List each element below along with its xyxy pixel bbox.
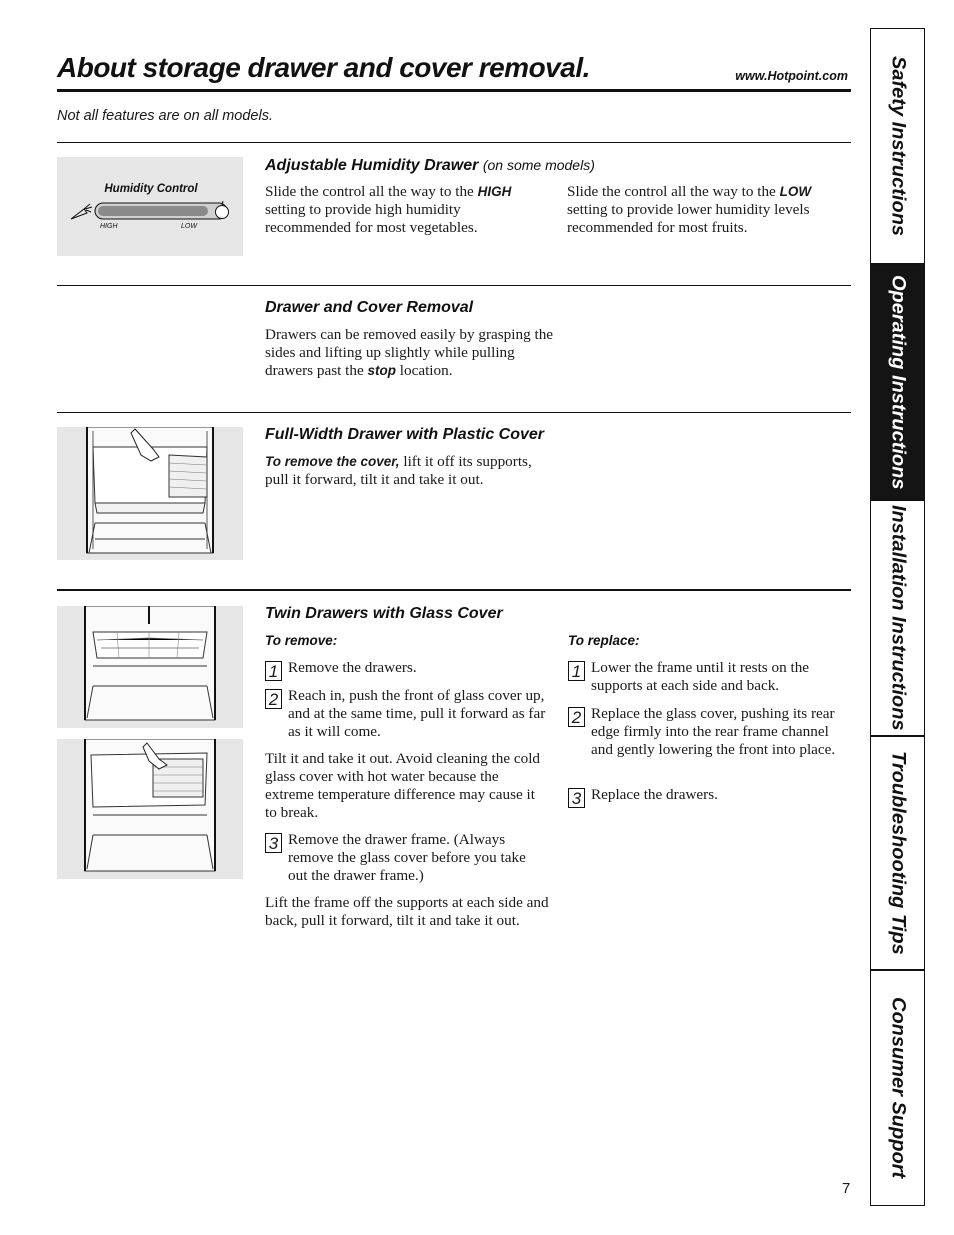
step-number: 3 [265,833,282,853]
remove-step-3-note: Lift the frame off the supports at each side and back, pull it forward, tilt it and take it out. [265,894,549,929]
low-label: LOW [181,223,197,230]
section-divider [57,412,851,413]
full-width-lead: To remove the cover, [265,454,400,469]
twin-drawer-illustration-1 [57,606,243,728]
removal-text: Drawers can be removed easily by grasping the sides and lifting up slightly while pulling drawers past the stop location. [265,326,554,379]
section-tabs [870,28,925,1206]
tab-troubleshooting-tips[interactable] [871,737,924,971]
humidity-slider-fill [98,206,208,216]
page-number: 7 [842,1180,851,1197]
humidity-heading-text: Adjustable Humidity Drawer [265,157,479,174]
high-keyword: HIGH [477,184,512,199]
full-width-drawer-illustration [57,427,243,560]
website-url[interactable]: www.Hotpoint.com [735,69,848,83]
humidity-heading [265,157,595,175]
humidity-low-text: Slide the control all the way to the LOW setting to provide lower humidity levels recommended for most fruits. [567,183,812,236]
step-number: 2 [568,707,585,727]
step-number: 2 [265,689,282,709]
twin-drawer-illustration-2 [57,739,243,879]
model-note: Not all features are on all models. [57,108,273,124]
twin-heading: Twin Drawers with Glass Cover [265,605,503,622]
step-number: 1 [568,661,585,681]
tab-operating-instructions[interactable] [871,265,924,501]
removal-heading: Drawer and Cover Removal [265,299,474,316]
remove-step-2: 2 Reach in, push the front of glass cover up, and at the same time, pull it forward as far as it will come. [265,687,547,741]
stop-keyword: stop [367,363,396,378]
to-replace-label: To replace: [568,633,640,648]
replace-step-1: 1 Lower the frame until it rests on the supports at each side and back. [568,659,850,695]
tab-label: Safety Instructions [887,55,909,237]
low-keyword: LOW [779,184,812,199]
tab-safety-instructions[interactable] [871,29,924,265]
carrot-icon [71,204,92,219]
tab-label: Troubleshooting Tips [887,751,909,955]
humidity-control-illustration [57,157,243,256]
remove-step-2-note: Tilt it and take it out. Avoid cleaning the cold glass cover with hot water because the extreme temperature difference may cause it to break. [265,750,541,821]
replace-step-2: 2 Replace the glass cover, pushing its rear edge firmly into the rear frame channel and gently lowering the front into place. [568,705,850,759]
page-title: About storage drawer and cover removal. [57,52,590,83]
humidity-high-text: Slide the control all the way to the HIGH setting to provide high humidity recommended for most vegetables. [265,183,512,236]
high-label: HIGH [100,223,118,230]
section-divider [57,589,851,591]
section-divider [57,285,851,286]
full-width-heading: Full-Width Drawer with Plastic Cover [265,426,545,443]
step-number: 3 [568,788,585,808]
section-divider [57,142,851,143]
humidity-control-title: Humidity Control [104,183,198,195]
tab-label: Consumer Support [887,997,909,1179]
humidity-heading-suffix: (on some models) [482,157,595,173]
to-remove-label: To remove: [265,633,338,648]
remove-step-3: 3 Remove the drawer frame. (Always remove the glass cover before you take out the drawer frame.) [265,831,547,885]
replace-step-3: 3 Replace the drawers. [568,786,850,804]
tab-label: Operating Instructions [887,274,909,490]
full-width-text: To remove the cover, lift it off its supports, pull it forward, tilt it and take it out. [265,453,532,488]
tab-consumer-support[interactable] [871,971,924,1205]
title-divider [57,89,851,92]
tab-label: Installation Instructions [887,505,909,731]
step-number: 1 [265,661,282,681]
tab-installation-instructions[interactable] [871,501,924,737]
remove-step-1: 1 Remove the drawers. [265,659,547,677]
